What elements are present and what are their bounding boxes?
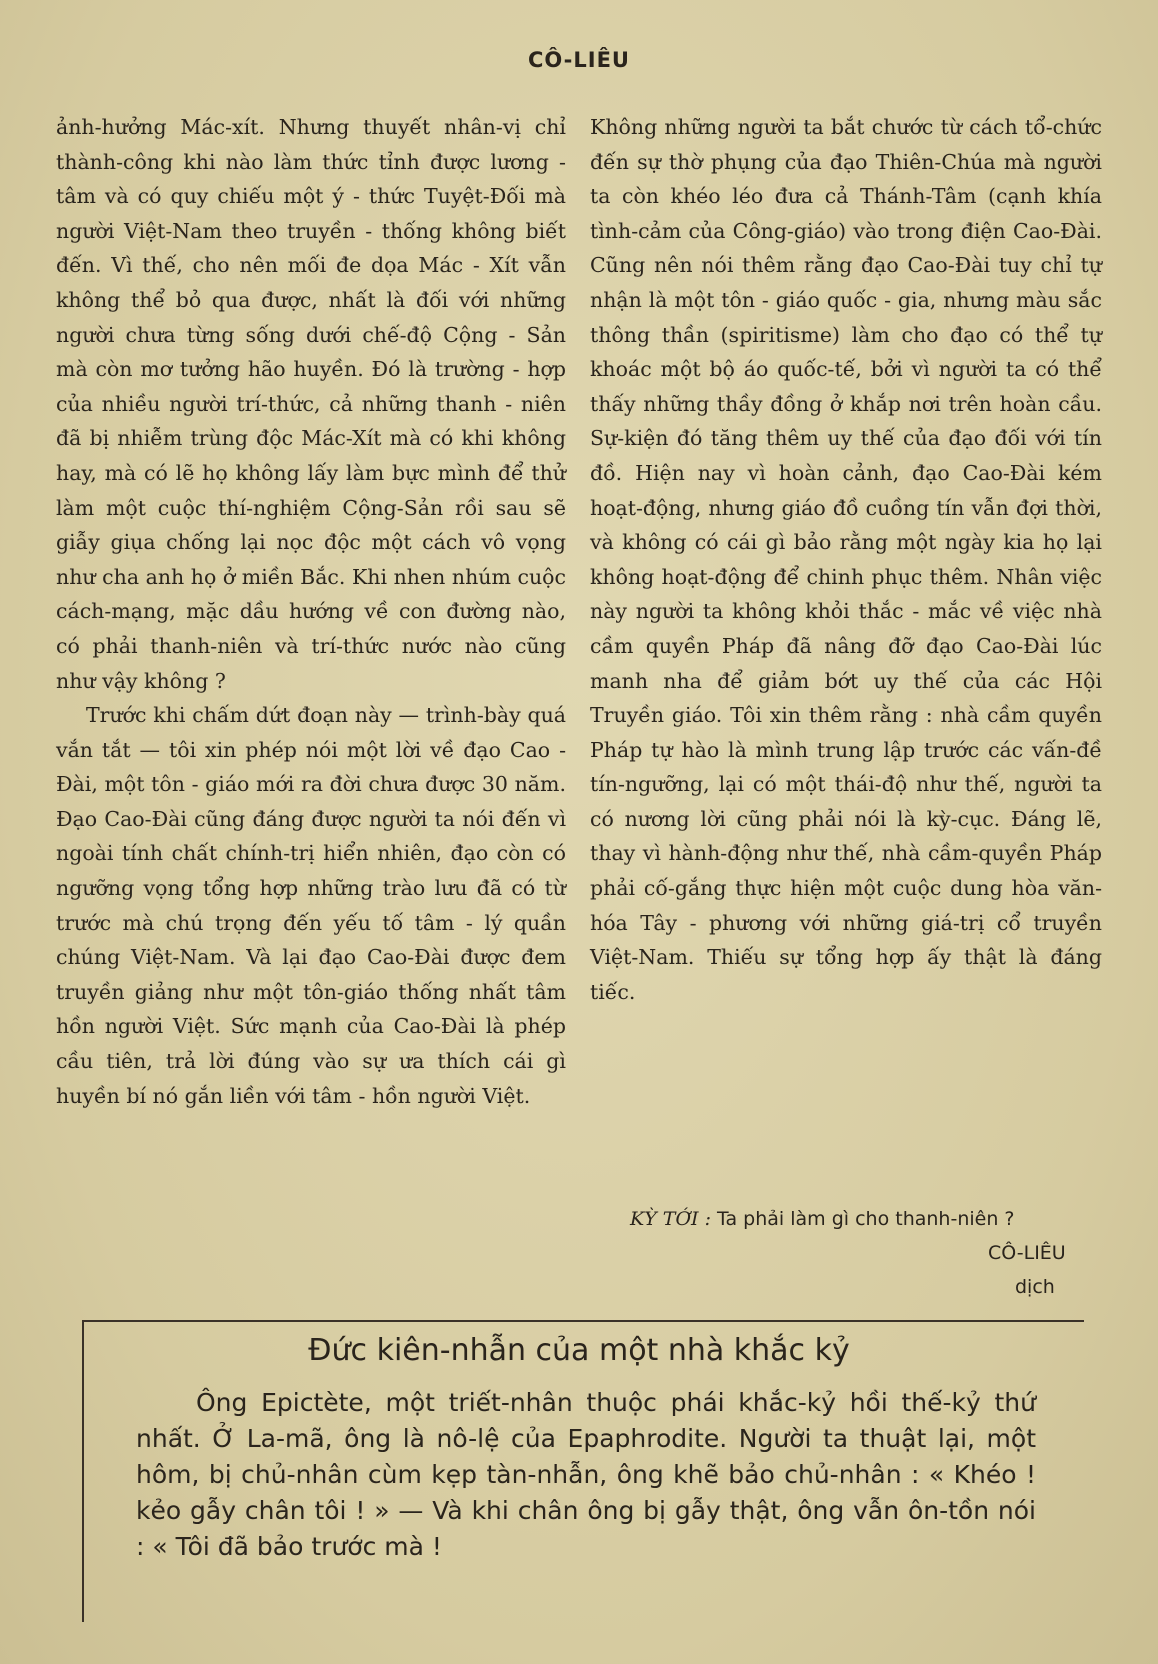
left-column: [56, 110, 566, 1113]
boxed-article-title: Đức kiên-nhẫn của một nhà khắc kỷ: [308, 1333, 850, 1368]
left-paragraph-1: ảnh-hưởng Mác-xít. Nhưng thuyết nhân-vị chỉ thành-công khi nào làm thức tỉnh được lương - tâm và có quy chiếu một ý - thức Tuyệt-Đối mà người Việt-Nam theo truyền - thống không biết đến. Vì thế, cho nên mối đe dọa Mác - Xít vẫn không thể bỏ qua được, nhất là đối với những người chưa từng sống dưới chế-độ Cộng - Sản mà còn mơ tưởng hão huyền. Đó là trường - hợp của nhiều người trí-thức, cả những thanh - niên đã bị nhiễm trùng độc Mác-Xít mà có khi không hay, mà có lẽ họ không lấy làm bực mình để thử làm một cuộc thí-nghiệm Cộng-Sản rồi sau sẽ giẫy giụa chống lại nọc độc một cách vô vọng như cha anh họ ở miền Bắc. Khi nhen nhúm cuộc cách-mạng, mặc dầu hướng về con đường nào, có phải thanh-niên và trí-thức nước nào cũng như vậy không ?: [56, 115, 566, 693]
signature-role: dịch: [1015, 1276, 1055, 1298]
next-issue-text: Ta phải làm gì cho thanh-niên ?: [717, 1208, 1015, 1230]
right-column: [590, 110, 1102, 1009]
left-paragraph-2: Trước khi chấm dứt đoạn này — trình-bày quá vắn tắt — tôi xin phép nói một lời về đạo Cao - Đài, một tôn - giáo mới ra đời chưa được 30 năm. Đạo Cao-Đài cũng đáng được người ta nói đến vì ngoài tính chất chính-trị hiển nhiên, đạo còn có ngưỡng vọng tổng hợp những trào lưu đã có từ trước mà chú trọng đến yếu tố tâm - lý quần chúng Việt-Nam. Và lại đạo Cao-Đài được đem truyền giảng như một tôn-giáo thống nhất tâm hồn người Việt. Sức mạnh của Cao-Đài là phép cầu tiên, trả lời đúng vào sự ưa thích cái gì huyền bí nó gắn liền với tâm - hồn người Việt.: [56, 703, 566, 1108]
boxed-article-body: [136, 1385, 1036, 1565]
right-paragraph-1: Không những người ta bắt chước từ cách tổ-chức đến sự thờ phụng của đạo Thiên-Chúa mà người ta còn khéo léo đưa cả Thánh-Tâm (cạnh khía tình-cảm của Công-giáo) vào trong điện Cao-Đài. Cũng nên nói thêm rằng đạo Cao-Đài tuy chỉ tự nhận là một tôn - giáo quốc - gia, nhưng màu sắc thông thần (spiritisme) làm cho đạo có thể tự khoác một bộ áo quốc-tế, bởi vì người ta có thể thấy những thầy đồng ở khắp nơi trên hoàn cầu. Sự-kiện đó tăng thêm uy thế của đạo đối với tín đồ. Hiện nay vì hoàn cảnh, đạo Cao-Đài kém hoạt-động, nhưng giáo đồ cuồng tín vẫn đợi thời, và không có cái gì bảo rằng một ngày kia họ lại không hoạt-động để chinh phục thêm. Nhân việc này người ta không khỏi thắc - mắc về việc nhà cầm quyền Pháp đã nâng đỡ đạo Cao-Đài lúc manh nha để giảm bớt uy thế của các Hội Truyền giáo. Tôi xin thêm rằng : nhà cầm quyền Pháp tự hào là mình trung lập trước các vấn-đề tín-ngưỡng, lại có một thái-độ như thế, người ta có nương lời cũng phải nói là kỳ-cục. Đáng lẽ, thay vì hành-động như thế, nhà cầm-quyền Pháp phải cố-gắng thực hiện một cuộc dung hòa văn-hóa Tây - phương với những giá-trị cổ truyền Việt-Nam. Thiếu sự tổng hợp ấy thật là đáng tiếc.: [590, 115, 1102, 1004]
next-issue-label: KỲ TỚI :: [630, 1208, 711, 1230]
signature-name: CÔ-LIÊU: [988, 1242, 1066, 1264]
page-header: CÔ-LIÊU: [528, 48, 630, 72]
next-issue-note: [630, 1208, 1110, 1230]
boxed-article-paragraph: Ông Epictète, một triết-nhân thuộc phái khắc-kỷ hồi thế-kỷ thứ nhất. Ở La-mã, ông là nô-lệ của Epaphrodite. Người ta thuật lại, một hôm, bị chủ-nhân cùm kẹp tàn-nhẫn, ông khẽ bảo chủ-nhân : « Khéo ! kẻo gẫy chân tôi ! » — Và khi chân ông bị gẫy thật, ông vẫn ôn-tồn nói : « Tôi đã bảo trước mà !: [136, 1388, 1036, 1561]
